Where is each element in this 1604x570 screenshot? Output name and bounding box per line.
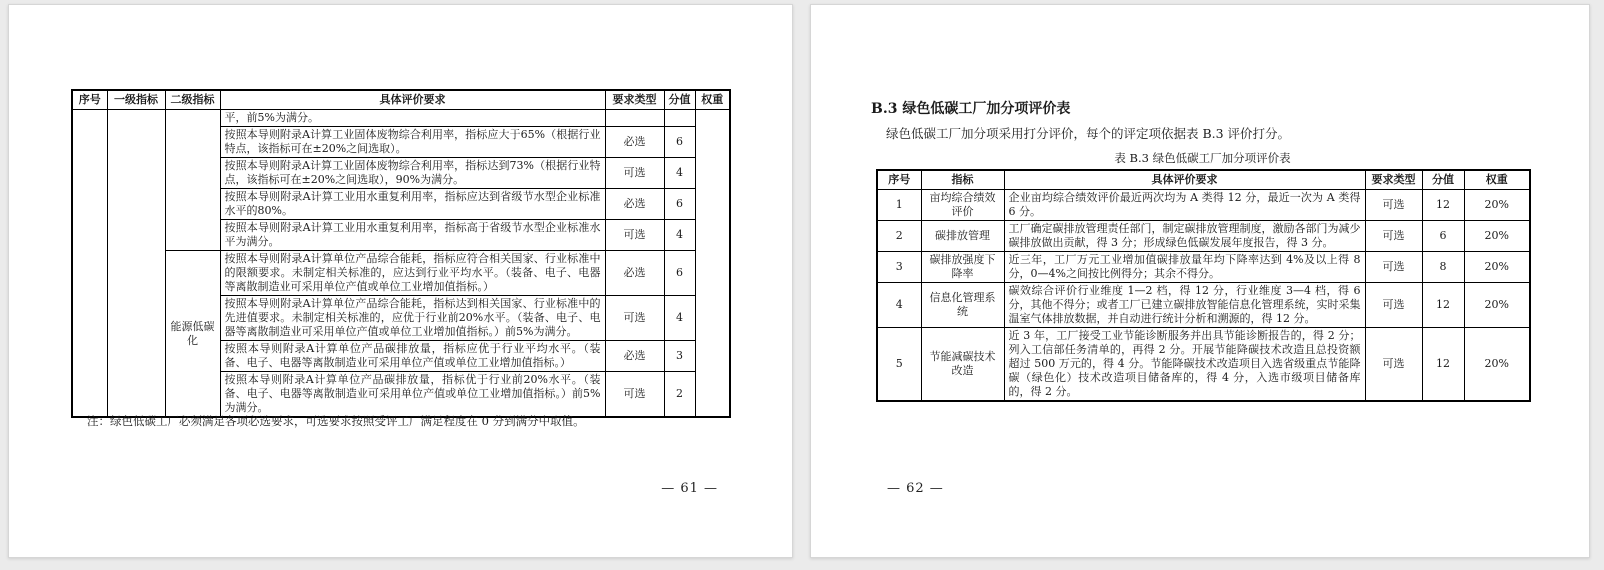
- cell-weight: 20%: [1464, 221, 1530, 252]
- header-requirement-type: 要求类型: [1365, 170, 1422, 190]
- table-row: [72, 251, 730, 296]
- cell-requirement: 近三年，工厂万元工业增加值碳排放量年均下降率达到 4%及以上得 8 分，0—4%之间按比例得分；其余不得分。: [1004, 252, 1365, 283]
- cell-score: 4: [664, 220, 695, 251]
- cell-score: 4: [664, 296, 695, 341]
- page-number-61: — 61 —: [661, 481, 718, 496]
- left-evaluation-table: [71, 89, 731, 418]
- cell-requirement-type: 可选: [1365, 252, 1422, 283]
- cell-score: 2: [664, 372, 695, 418]
- section-heading-b3: B.3 绿色低碳工厂加分项评价表: [871, 101, 1071, 117]
- cell-indicator: 碳排放强度下降率: [921, 252, 1004, 283]
- cell-requirement-type: 必选: [605, 189, 664, 220]
- cell-score: 12: [1422, 328, 1464, 402]
- cell-score: 3: [664, 341, 695, 372]
- cell-level2-spanned-empty: [165, 110, 220, 251]
- cell-requirement-type: [605, 110, 664, 127]
- cell-requirement-type: 必选: [605, 127, 664, 158]
- header-requirement: 具体评价要求: [220, 90, 605, 110]
- table-row: [877, 190, 1530, 221]
- cell-requirement-type: 可选: [605, 296, 664, 341]
- cell-serial: 2: [877, 221, 921, 252]
- cell-level1-spanned: [107, 110, 165, 418]
- cell-requirement-type: 可选: [605, 372, 664, 418]
- cell-score: 6: [664, 251, 695, 296]
- table-row: [877, 328, 1530, 402]
- cell-weight: 20%: [1464, 283, 1530, 328]
- cell-requirement-type: 必选: [605, 251, 664, 296]
- cell-requirement: 按照本导则附录A计算单位产品碳排放量，指标优于行业前20%水平。（装备、电子、电器等离散制造业可采用单位产值或单位工业增加值指标。）前5%为满分。: [220, 372, 605, 418]
- cell-score: 8: [1422, 252, 1464, 283]
- cell-indicator: 节能减碳技术改造: [921, 328, 1004, 402]
- cell-score: 6: [664, 189, 695, 220]
- header-requirement: 具体评价要求: [1004, 170, 1365, 190]
- cell-score: 12: [1422, 190, 1464, 221]
- header-serial: 序号: [72, 90, 107, 110]
- page-number-62: — 62 —: [887, 481, 944, 496]
- header-requirement-type: 要求类型: [605, 90, 664, 110]
- cell-requirement: 按照本导则附录A计算工业用水重复利用率，指标高于省级节水型企业标准水平为满分。: [220, 220, 605, 251]
- cell-score: [664, 110, 695, 127]
- header-level1-indicator: 一级指标: [107, 90, 165, 110]
- table-caption-b3: 表 B.3 绿色低碳工厂加分项评价表: [1114, 151, 1291, 165]
- cell-weight: 20%: [1464, 252, 1530, 283]
- cell-requirement: 按照本导则附录A计算工业用水重复利用率，指标应达到省级节水型企业标准水平的80%。: [220, 189, 605, 220]
- cell-serial-spanned: [72, 110, 107, 418]
- cell-requirement: 近 3 年，工厂接受工业节能诊断服务并出具节能诊断报告的，得 2 分；列入工信部任务清单的，再得 2 分。开展节能降碳技术改造且总投资额超过 500 万元的，得 4 分。节能降碳技术改造项目入选省级重点节能降碳（绿色化）技术改造项目储备库的，得 4 分，入选市级项目储备库的，得 2 分。: [1004, 328, 1365, 402]
- cell-level2-energy-low-carbon: 能源低碳化: [165, 251, 220, 418]
- cell-score: 12: [1422, 283, 1464, 328]
- cell-indicator: 碳排放管理: [921, 221, 1004, 252]
- header-level2-indicator: 二级指标: [165, 90, 220, 110]
- table-row: [877, 252, 1530, 283]
- cell-score: 6: [664, 127, 695, 158]
- cell-requirement-type: 可选: [1365, 283, 1422, 328]
- cell-requirement: 工厂确定碳排放管理责任部门，制定碳排放管理制度，激励各部门为减少碳排放做出贡献，得 3 分；形成绿色低碳发展年度报告，得 3 分。: [1004, 221, 1365, 252]
- section-paragraph: 绿色低碳工厂加分项采用打分评价，每个的评定项依据表 B.3 评价打分。: [886, 126, 1291, 141]
- cell-weight: 20%: [1464, 190, 1530, 221]
- cell-requirement: 按照本导则附录A计算单位产品综合能耗，指标达到相关国家、行业标准中的先进值要求。未制定相关标准的，应优于行业前20%水平。（装备、电子、电器等离散制造业可采用单位产值或单位工业增加值指标。）前5%为满分。: [220, 296, 605, 341]
- header-score: 分值: [664, 90, 695, 110]
- cell-weight: 20%: [1464, 328, 1530, 402]
- header-weight: 权重: [1464, 170, 1530, 190]
- cell-weight-spanned: [695, 110, 730, 418]
- table-note: 注：绿色低碳工厂必须满足各项必选要求，可选要求按照受评工厂满足程度在 0 分到满分中取值。: [87, 414, 585, 428]
- cell-score: 6: [1422, 221, 1464, 252]
- cell-requirement: 企业亩均综合绩效评价最近两次均为 A 类得 12 分，最近一次为 A 类得 6 分。: [1004, 190, 1365, 221]
- cell-serial: 5: [877, 328, 921, 402]
- table-header-row: [72, 90, 730, 110]
- document-page-62: [810, 4, 1590, 558]
- cell-score: 4: [664, 158, 695, 189]
- cell-requirement-type: 可选: [1365, 190, 1422, 221]
- cell-requirement-type: 必选: [605, 341, 664, 372]
- document-page-61: [8, 4, 793, 558]
- cell-requirement-type: 可选: [605, 220, 664, 251]
- cell-requirement-type: 可选: [1365, 221, 1422, 252]
- cell-requirement-type: 可选: [1365, 328, 1422, 402]
- header-indicator: 指标: [921, 170, 1004, 190]
- cell-serial: 4: [877, 283, 921, 328]
- cell-indicator: 亩均综合绩效评价: [921, 190, 1004, 221]
- cell-requirement: 按照本导则附录A计算工业固体废物综合利用率，指标达到73%（根据行业特点，该指标可在±20%之间选取），90%为满分。: [220, 158, 605, 189]
- table-row: [72, 110, 730, 127]
- header-score: 分值: [1422, 170, 1464, 190]
- cell-serial: 1: [877, 190, 921, 221]
- header-serial: 序号: [877, 170, 921, 190]
- cell-requirement: 碳效综合评价行业维度 1—2 档，得 12 分，行业维度 3—4 档，得 6 分，其他不得分；或者工厂已建立碳排放智能信息化管理系统，实时采集温室气体排放数据，并自动进行统计分析和溯源的，得 12 分。: [1004, 283, 1365, 328]
- cell-indicator: 信息化管理系统: [921, 283, 1004, 328]
- bonus-item-evaluation-table: [876, 169, 1531, 402]
- cell-requirement: 按照本导则附录A计算工业固体废物综合利用率，指标应大于65%（根据行业特点，该指标可在±20%之间选取）。: [220, 127, 605, 158]
- table-header-row: [877, 170, 1530, 190]
- table-row: [877, 221, 1530, 252]
- cell-serial: 3: [877, 252, 921, 283]
- header-weight: 权重: [695, 90, 730, 110]
- cell-requirement: 按照本导则附录A计算单位产品综合能耗，指标应符合相关国家、行业标准中的限额要求。未制定相关标准的，应达到行业平均水平。（装备、电子、电器等离散制造业可采用单位产值或单位工业增加值指标。）: [220, 251, 605, 296]
- cell-requirement: 按照本导则附录A计算单位产品碳排放量，指标应优于行业平均水平。（装备、电子、电器等离散制造业可采用单位产值或单位工业增加值指标。）: [220, 341, 605, 372]
- table-row: [877, 283, 1530, 328]
- cell-requirement-type: 可选: [605, 158, 664, 189]
- cell-requirement: 平，前5%为满分。: [220, 110, 605, 127]
